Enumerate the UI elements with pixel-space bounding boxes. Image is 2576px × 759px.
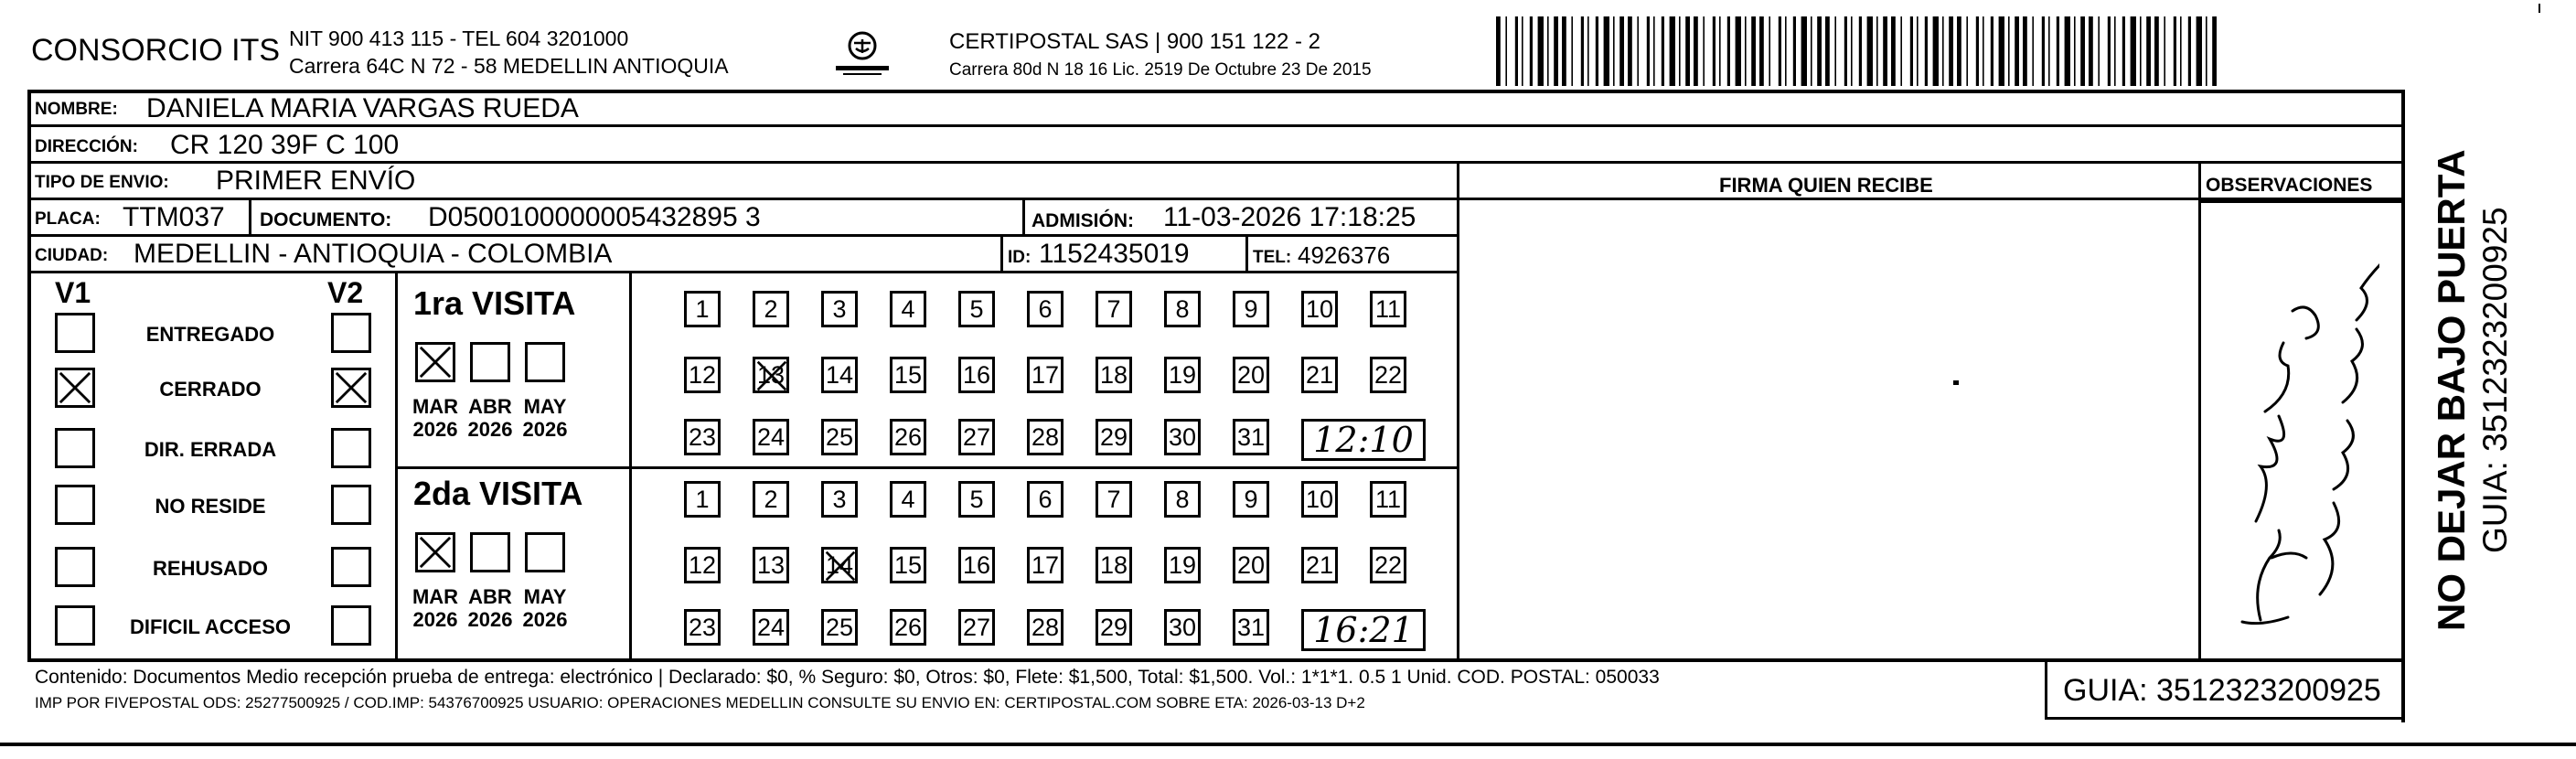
barcode-bar: [1834, 16, 1836, 86]
day-box[interactable]: 9: [1233, 481, 1269, 518]
time-box[interactable]: 16:21: [1301, 609, 1426, 651]
day-box[interactable]: 5: [958, 291, 995, 327]
day-cross-mark: [824, 550, 857, 589]
month-year: 2026: [412, 608, 458, 632]
month-checkbox[interactable]: [525, 532, 565, 572]
city-label: CIUDAD:: [35, 246, 109, 265]
barcode-bar: [1817, 16, 1822, 86]
v2-checkbox[interactable]: [331, 547, 371, 587]
month-checkbox[interactable]: [415, 342, 455, 382]
day-box[interactable]: 30: [1164, 609, 1201, 646]
barcode-bar: [1793, 16, 1796, 86]
day-box[interactable]: 30: [1164, 419, 1201, 455]
day-box[interactable]: 8: [1164, 481, 1201, 518]
month-year: 2026: [412, 418, 458, 442]
day-box[interactable]: 26: [890, 419, 926, 455]
barcode-bar: [1596, 16, 1598, 86]
day-box[interactable]: 16: [958, 547, 995, 583]
barcode-bar: [2206, 16, 2207, 86]
side-guide: GUIA: 3512323200925: [2476, 207, 2514, 553]
tel-divider: [1245, 236, 1248, 273]
barcode-bar: [1801, 16, 1807, 86]
barcode-bar: [1876, 16, 1878, 86]
month-name: MAY: [523, 585, 567, 608]
barcode-bar: [1653, 16, 1655, 86]
barcode-bar: [1736, 16, 1741, 86]
day-box[interactable]: 19: [1164, 547, 1201, 583]
barcode-bar: [2042, 16, 2045, 86]
day-box[interactable]: 28: [1027, 609, 1064, 646]
barcode-bar: [1662, 16, 1664, 86]
day-box[interactable]: 2: [753, 291, 789, 327]
observations-left-border: [2198, 161, 2201, 660]
footer-guide: GUIA: 3512323200925: [2063, 673, 2381, 708]
barcode-bar: [1851, 16, 1853, 86]
visit2-title: 2da VISITA: [413, 475, 583, 512]
company-name: CONSORCIO ITS: [31, 33, 281, 68]
day-box[interactable]: 12: [684, 547, 721, 583]
barcode-bar: [2180, 16, 2182, 86]
tel-label: TEL:: [1253, 248, 1292, 267]
barcode-bar: [1703, 16, 1705, 86]
admission-value: 11-03-2026 17:18:25: [1163, 202, 1416, 232]
barcode-bar: [1910, 16, 1913, 86]
barcode-bar: [2140, 16, 2142, 86]
v1-checkbox[interactable]: [55, 605, 95, 646]
month-label: [513, 585, 577, 632]
barcode-bar: [1891, 16, 1896, 86]
footer-guide-divider: [2045, 658, 2047, 719]
barcode-bar: [1604, 16, 1609, 86]
day-box[interactable]: 6: [1027, 481, 1064, 518]
barcode-bar: [2174, 16, 2176, 86]
day-box[interactable]: 18: [1096, 357, 1132, 393]
barcode-bar: [1628, 16, 1632, 86]
day-box[interactable]: 11: [1370, 481, 1406, 518]
footer-bottom: [2045, 717, 2403, 720]
day-box[interactable]: 22: [1370, 547, 1406, 583]
barcode-bar: [1727, 16, 1730, 86]
barcode-bar: [1547, 16, 1549, 86]
day-box[interactable]: 16: [958, 357, 995, 393]
day-box[interactable]: 25: [821, 609, 858, 646]
barcode-bar: [2212, 16, 2217, 86]
day-box[interactable]: 28: [1027, 419, 1064, 455]
admission-divider: [1022, 199, 1025, 236]
v1-checkbox[interactable]: [55, 313, 95, 353]
day-box[interactable]: 11: [1370, 291, 1406, 327]
id-value: 1152435019: [1039, 239, 1190, 269]
signature-header: FIRMA QUIEN RECIBE: [1719, 174, 1933, 197]
day-box[interactable]: 17: [1027, 547, 1064, 583]
carrier-name: CERTIPOSTAL SAS | 900 151 122 - 2: [949, 29, 1320, 54]
visit1-title: 1ra VISITA: [413, 284, 576, 322]
day-box[interactable]: 24: [753, 419, 789, 455]
day-box[interactable]: 29: [1096, 609, 1132, 646]
visit-split-line: [395, 466, 1459, 469]
v2-checkbox[interactable]: [331, 485, 371, 525]
barcode-bar: [2065, 16, 2070, 86]
shipment-type-label: TIPO DE ENVIO:: [35, 173, 169, 192]
status-right-border: [395, 271, 398, 658]
barcode-bar: [1637, 16, 1639, 86]
v1-checkbox[interactable]: [55, 368, 95, 408]
status-label: DIFICIL ACCESO: [129, 615, 291, 638]
page-bottom-line: [0, 743, 2576, 746]
city-value: MEDELLIN - ANTIOQUIA - COLOMBIA: [134, 239, 613, 269]
month-name: ABR: [468, 395, 512, 418]
day-box[interactable]: 21: [1301, 357, 1338, 393]
barcode-bar: [1811, 16, 1812, 86]
month-name: MAR: [412, 585, 459, 608]
id-divider: [1000, 236, 1003, 273]
admission-label: ADMISIÓN:: [1031, 210, 1134, 231]
address-label: DIRECCIÓN:: [35, 137, 138, 156]
v2-checkbox[interactable]: [331, 428, 371, 468]
barcode-bar: [1779, 16, 1781, 86]
barcode-bar: [2015, 16, 2019, 86]
day-box[interactable]: 8: [1164, 291, 1201, 327]
day-box[interactable]: 14: [821, 547, 858, 583]
v2-checkbox[interactable]: [331, 605, 371, 646]
month-year: 2026: [522, 608, 568, 632]
barcode-bar: [1983, 16, 1984, 86]
day-box[interactable]: 20: [1233, 357, 1269, 393]
plate-label: PLACA:: [35, 209, 101, 229]
day-box[interactable]: 2: [753, 481, 789, 518]
signature-dot: [1953, 380, 1959, 385]
barcode-bar: [1581, 16, 1584, 86]
barcode-bar: [1679, 16, 1681, 86]
barcode-bar: [1505, 16, 1507, 86]
barcode-bar: [1883, 16, 1887, 86]
day-box[interactable]: 21: [1301, 547, 1338, 583]
time-box[interactable]: 12:10: [1301, 419, 1426, 461]
day-box[interactable]: 24: [753, 609, 789, 646]
status-label: ENTREGADO: [145, 323, 275, 346]
month-checkbox[interactable]: [470, 342, 510, 382]
day-box[interactable]: 5: [958, 481, 995, 518]
barcode-bar: [2074, 16, 2076, 86]
v1-checkbox[interactable]: [55, 547, 95, 587]
barcode-bar: [1991, 16, 1993, 86]
barcode-bar: [2154, 16, 2159, 86]
name-value: DANIELA MARIA VARGAS RUEDA: [146, 93, 579, 123]
day-box[interactable]: 1: [684, 481, 721, 518]
barcode-bar: [1694, 16, 1698, 86]
barcode-bar: [1562, 16, 1566, 86]
day-box[interactable]: 12: [684, 357, 721, 393]
document-value: D0500100000005432895 3: [428, 202, 761, 232]
company-nit: NIT 900 413 115 - TEL 604 3201000: [289, 27, 629, 50]
day-box[interactable]: 7: [1096, 481, 1132, 518]
barcode-bar: [1976, 16, 1979, 86]
day-box[interactable]: 22: [1370, 357, 1406, 393]
certipostal-logo: [830, 27, 894, 79]
barcode-bar: [2197, 16, 2202, 86]
v1-checkbox[interactable]: [55, 428, 95, 468]
barcode-bar: [2188, 16, 2191, 86]
barcode-bar: [1867, 16, 1873, 86]
day-box[interactable]: 15: [890, 547, 926, 583]
status-label: DIR. ERRADA: [144, 438, 277, 461]
document-label: DOCUMENTO:: [260, 209, 392, 230]
status-label: NO RESIDE: [155, 495, 266, 518]
day-box[interactable]: 19: [1164, 357, 1201, 393]
day-box[interactable]: 18: [1096, 547, 1132, 583]
row-line: [27, 198, 2405, 200]
barcode-bar: [2080, 16, 2085, 86]
frame-left: [27, 90, 31, 661]
footer-contents: Contenido: Documentos Medio recepción prueba de entrega: electrónico | Declarado: $0, % Seguro: $0, Otros: $0, Flete: $1,500, Total: $1,500. Vol.: 1*1*1. 0.5 1 Unid. COD. POSTAL: 050033: [35, 667, 1660, 688]
day-box[interactable]: 27: [958, 419, 995, 455]
carrier-address: Carrera 80d N 18 16 Lic. 2519 De Octubre 23 De 2015: [949, 60, 1372, 80]
barcode-bar: [1613, 16, 1615, 86]
day-box[interactable]: 4: [890, 291, 926, 327]
barcode-bar: [1670, 16, 1675, 86]
barcode-bar: [1719, 16, 1721, 86]
barcode-bar: [2164, 16, 2165, 86]
barcode-bar: [1759, 16, 1764, 86]
barcode-bar: [1966, 16, 1968, 86]
day-box[interactable]: 26: [890, 609, 926, 646]
month-checkbox[interactable]: [525, 342, 565, 382]
barcode-bar: [2048, 16, 2050, 86]
month-year: 2026: [522, 418, 568, 442]
day-box[interactable]: 6: [1027, 291, 1064, 327]
barcode-bar: [1538, 16, 1544, 86]
barcode-bar: [2089, 16, 2093, 86]
day-box[interactable]: 29: [1096, 419, 1132, 455]
barcode-bar: [1530, 16, 1533, 86]
side-tick: [2539, 4, 2540, 13]
barcode-bar: [2122, 16, 2125, 86]
barcode-bar: [1515, 16, 1518, 86]
barcode-bar: [2023, 16, 2027, 86]
day-box[interactable]: 31: [1233, 419, 1269, 455]
barcode-bar: [1925, 16, 1928, 86]
frame-bottom: [27, 658, 2405, 662]
barcode-bar: [1942, 16, 1944, 86]
company-address: Carrera 64C N 72 - 58 MEDELLIN ANTIOQUIA: [289, 54, 729, 78]
barcode-bar: [1769, 16, 1770, 86]
day-box[interactable]: 3: [821, 481, 858, 518]
barcode-bar: [2108, 16, 2111, 86]
barcode-bar: [1917, 16, 1919, 86]
barcode-bar: [1949, 16, 1953, 86]
barcode-bar: [1685, 16, 1690, 86]
observation-handwriting: [2206, 256, 2379, 640]
day-box[interactable]: 14: [821, 357, 858, 393]
barcode-bar: [1900, 16, 1902, 86]
row-line: [2198, 200, 2403, 203]
address-value: CR 120 39F C 100: [170, 130, 400, 160]
day-box[interactable]: 1: [684, 291, 721, 327]
month-checkbox[interactable]: [415, 532, 455, 572]
id-label: ID:: [1008, 248, 1031, 267]
day-box[interactable]: 13: [753, 547, 789, 583]
shipment-type-value: PRIMER ENVÍO: [216, 166, 416, 196]
footer-print-info: IMP POR FIVEPOSTAL ODS: 25277500925 / COD.IMP: 54376700925 USUARIO: OPERACIONES MEDELLIN CONSULTE SU ENVIO EN: CERTIPOSTAL.COM SOBRE ETA: 2026-03-13 D+2: [35, 694, 1365, 711]
day-box[interactable]: 3: [821, 291, 858, 327]
barcode-bar: [2114, 16, 2116, 86]
barcode-bar: [1571, 16, 1573, 86]
name-label: NOMBRE:: [35, 100, 118, 119]
barcode-bar: [1957, 16, 1961, 86]
barcode-bar: [2146, 16, 2151, 86]
day-cross-mark: [755, 359, 788, 399]
barcode-bar: [1522, 16, 1523, 86]
barcode: [1496, 16, 2228, 86]
barcode-bar: [1859, 16, 1862, 86]
day-box[interactable]: 13: [753, 357, 789, 393]
barcode-bar: [1554, 16, 1558, 86]
month-year: 2026: [467, 418, 513, 442]
month-year: 2026: [467, 608, 513, 632]
plate-value: TTM037: [123, 202, 225, 232]
month-grid-divider: [629, 271, 632, 658]
day-box[interactable]: 15: [890, 357, 926, 393]
barcode-bar: [2057, 16, 2059, 86]
day-box[interactable]: 27: [958, 609, 995, 646]
status-label: REHUSADO: [153, 557, 268, 580]
day-box[interactable]: 9: [1233, 291, 1269, 327]
barcode-bar: [1825, 16, 1830, 86]
barcode-bar: [1587, 16, 1589, 86]
status-label: CERRADO: [159, 378, 262, 401]
barcode-bar: [1933, 16, 1939, 86]
day-box[interactable]: 23: [684, 609, 721, 646]
barcode-bar: [1647, 16, 1650, 86]
v1-label: V1: [55, 276, 91, 309]
day-box[interactable]: 10: [1301, 481, 1338, 518]
barcode-bar: [2131, 16, 2136, 86]
row-line: [27, 161, 2405, 164]
day-box[interactable]: 7: [1096, 291, 1132, 327]
v2-label: V2: [327, 276, 364, 309]
barcode-bar: [2098, 16, 2100, 86]
barcode-bar: [1999, 16, 2004, 86]
v2-checkbox[interactable]: [331, 313, 371, 353]
plate-divider: [249, 199, 251, 236]
observations-header: OBSERVACIONES: [2206, 175, 2373, 196]
month-name: MAR: [412, 395, 459, 418]
frame-right: [2401, 90, 2405, 722]
row-line: [27, 124, 2405, 127]
day-box[interactable]: 31: [1233, 609, 1269, 646]
side-warning: NO DEJAR BAJO PUERTA: [2430, 149, 2473, 631]
day-box[interactable]: 20: [1233, 547, 1269, 583]
day-box[interactable]: 4: [890, 481, 926, 518]
month-checkbox[interactable]: [470, 532, 510, 572]
barcode-bar: [2032, 16, 2034, 86]
month-label: [513, 395, 577, 442]
tel-value: 4926376: [1298, 241, 1391, 269]
day-box[interactable]: 17: [1027, 357, 1064, 393]
barcode-bar: [1496, 16, 1501, 86]
barcode-bar: [1619, 16, 1624, 86]
barcode-bar: [1785, 16, 1787, 86]
month-name: ABR: [468, 585, 512, 608]
signature-left-border: [1457, 161, 1459, 660]
day-box[interactable]: 23: [684, 419, 721, 455]
day-box[interactable]: 10: [1301, 291, 1338, 327]
v2-checkbox[interactable]: [331, 368, 371, 408]
month-name: MAY: [523, 395, 567, 418]
v1-checkbox[interactable]: [55, 485, 95, 525]
barcode-bar: [2008, 16, 2010, 86]
barcode-bar: [1713, 16, 1716, 86]
barcode-bar: [1751, 16, 1756, 86]
barcode-bar: [1844, 16, 1847, 86]
day-box[interactable]: 25: [821, 419, 858, 455]
barcode-bar: [1745, 16, 1747, 86]
